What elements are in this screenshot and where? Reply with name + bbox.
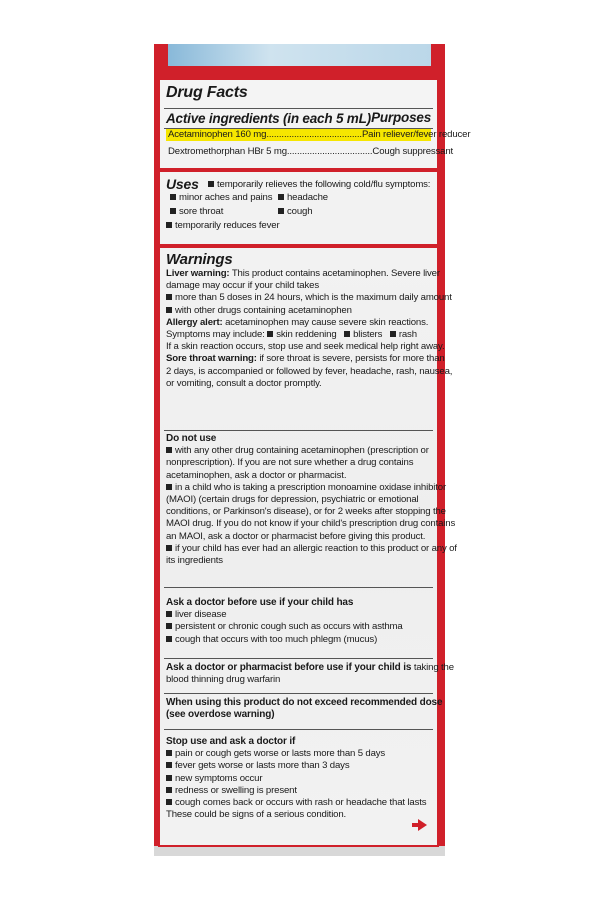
stop-use-item: pain or cough gets worse or lasts more than 5 days bbox=[175, 748, 386, 760]
stop-use-item: redness or swelling is present bbox=[175, 784, 297, 796]
when-using-text: (see overdose warning) bbox=[166, 709, 275, 721]
ingredient-purpose: Pain reliever/fever reducer bbox=[361, 129, 471, 140]
symptom-item: blisters bbox=[353, 329, 383, 341]
do-not-use-text: conditions, or Parkinson's disease), or for 2 weeks after stopping the bbox=[166, 506, 446, 518]
symptom-item: skin reddening bbox=[276, 329, 337, 341]
bullet-icon bbox=[166, 447, 172, 453]
liver-warning-text: This product contains acetaminophen. Severe liver bbox=[231, 268, 440, 279]
do-not-use-line bbox=[166, 481, 446, 494]
stop-use-section bbox=[160, 736, 437, 821]
uses-symptom: cough bbox=[287, 206, 313, 217]
symptoms-intro: Symptoms may include: bbox=[166, 329, 265, 341]
warnings-section bbox=[160, 251, 453, 390]
bullet-icon bbox=[166, 623, 172, 629]
skin-reaction-text: If a skin reaction occurs, stop use and seek medical help right away. bbox=[166, 341, 445, 353]
purposes-label: Purposes bbox=[371, 110, 431, 125]
ask-doctor-title: Ask a doctor before use if your child has bbox=[166, 597, 354, 608]
do-not-use-line bbox=[166, 506, 446, 518]
section-divider bbox=[160, 244, 437, 248]
bullet-icon bbox=[208, 181, 214, 187]
ingredient-purpose: Cough suppressant bbox=[372, 146, 454, 157]
do-not-use-text: (MAOI) (certain drugs for depression, psychiatric or emotional bbox=[166, 494, 419, 506]
drug-facts-section bbox=[160, 84, 437, 102]
ask-doctor-item: persistent or chronic cough such as occurs with asthma bbox=[175, 621, 403, 633]
drug-facts-panel bbox=[158, 78, 471, 847]
liver-warning-text: damage may occur if your child takes bbox=[166, 280, 319, 292]
sore-throat-text: 2 days, is accompanied or followed by fever, headache, rash, nausea, bbox=[166, 365, 453, 377]
do-not-use-line bbox=[166, 457, 431, 469]
bullet-icon bbox=[166, 775, 172, 781]
box-top-edge bbox=[154, 44, 445, 68]
symptom-item: rash bbox=[398, 329, 417, 341]
divider bbox=[164, 108, 433, 109]
bullet-icon bbox=[166, 787, 172, 793]
ask-doctor-section bbox=[160, 597, 437, 646]
bullet-icon bbox=[170, 208, 176, 214]
liver-item: with other drugs containing acetaminophen bbox=[175, 304, 352, 316]
stop-use-item: new symptoms occur bbox=[175, 772, 263, 784]
bullet-icon bbox=[390, 331, 396, 337]
box-top-red-tab-left bbox=[154, 44, 168, 68]
liver-item: more than 5 doses in 24 hours, which is the maximum daily amount bbox=[175, 292, 452, 304]
divider bbox=[164, 587, 433, 588]
stop-use-item: fever gets worse or lasts more than 3 days bbox=[175, 760, 350, 772]
bullet-icon bbox=[166, 222, 172, 228]
bullet-icon bbox=[166, 750, 172, 756]
ingredient-row bbox=[160, 129, 471, 141]
bullet-icon bbox=[166, 484, 172, 490]
liver-warning-label: Liver warning: bbox=[166, 268, 230, 279]
sore-throat-text: if sore throat is severe, persists for more than bbox=[259, 353, 445, 365]
do-not-use-text: acetaminophen, ask a doctor or pharmacist. bbox=[166, 469, 347, 481]
bullet-icon bbox=[166, 799, 172, 805]
do-not-use-text: its ingredients bbox=[166, 555, 223, 567]
section-divider bbox=[160, 168, 437, 172]
do-not-use-text: in a child who is taking a prescription monoamine oxidase inhibitor bbox=[175, 481, 446, 493]
active-ingredients-label: Active ingredients (in each 5 mL) bbox=[166, 111, 371, 126]
do-not-use-line bbox=[166, 470, 431, 482]
ask-doctor-item: cough that occurs with too much phlegm (mucus) bbox=[175, 633, 378, 645]
allergy-alert-label: Allergy alert: bbox=[166, 316, 223, 328]
uses-symptom: headache bbox=[287, 192, 328, 203]
allergy-alert-text: acetaminophen may cause severe skin reactions. bbox=[225, 316, 429, 328]
box-top-red-tab-right bbox=[431, 44, 445, 68]
ingredient-name: Acetaminophen 160 mg bbox=[168, 129, 267, 140]
do-not-use-title: Do not use bbox=[166, 433, 217, 444]
bullet-icon bbox=[166, 307, 172, 313]
continue-arrow-icon bbox=[418, 819, 427, 831]
ask-pharmacist-title: Ask a doctor or pharmacist before use if your child is bbox=[166, 662, 412, 673]
uses-last: temporarily reduces fever bbox=[175, 220, 280, 231]
uses-title: Uses bbox=[166, 176, 199, 192]
bullet-icon bbox=[278, 208, 284, 214]
ingredient-dots: ...................................... bbox=[266, 129, 362, 140]
stop-use-title: Stop use and ask a doctor if bbox=[166, 736, 296, 747]
ask-doctor-item: liver disease bbox=[175, 609, 227, 621]
do-not-use-line bbox=[166, 555, 431, 567]
stop-use-footer: These could be signs of a serious condition. bbox=[166, 809, 347, 821]
do-not-use-line bbox=[166, 445, 431, 457]
ingredient-row bbox=[160, 146, 454, 158]
ingredient-dots: .................................. bbox=[286, 146, 373, 157]
uses-symptom: minor aches and pains bbox=[179, 192, 273, 203]
bullet-icon bbox=[278, 194, 284, 200]
uses-section bbox=[160, 176, 437, 232]
do-not-use-text: nonprescription). If you are not sure whether a drug contains bbox=[166, 457, 414, 469]
ask-pharmacist-text: blood thinning drug warfarin bbox=[166, 674, 281, 686]
drug-facts-title: Drug Facts bbox=[166, 84, 248, 101]
do-not-use-text: if your child has ever had an allergic reaction to this product or any of bbox=[175, 542, 457, 554]
when-using-section bbox=[160, 697, 443, 721]
bullet-icon bbox=[166, 611, 172, 617]
when-using-text: When using this product do not exceed recommended dose bbox=[166, 697, 443, 708]
do-not-use-text: with any other drug containing acetaminophen (prescription or bbox=[175, 445, 429, 457]
do-not-use-line bbox=[166, 542, 457, 555]
sore-throat-text: or vomiting, consult a doctor promptly. bbox=[166, 377, 322, 389]
sore-throat-label: Sore throat warning: bbox=[166, 353, 257, 365]
stop-use-item: cough comes back or occurs with rash or headache that lasts bbox=[175, 797, 427, 809]
do-not-use-text: an MAOI, ask a doctor or pharmacist before giving this product. bbox=[166, 530, 426, 542]
bullet-icon bbox=[166, 294, 172, 300]
warnings-title: Warnings bbox=[166, 251, 233, 268]
divider bbox=[164, 430, 433, 431]
bullet-icon bbox=[166, 636, 172, 642]
ingredient-name: Dextromethorphan HBr 5 mg bbox=[168, 146, 287, 157]
bullet-icon bbox=[170, 194, 176, 200]
active-ingredients-header bbox=[160, 110, 437, 128]
ask-pharmacist-section bbox=[160, 662, 454, 686]
do-not-use-line bbox=[166, 518, 456, 530]
do-not-use-section bbox=[160, 433, 457, 567]
divider bbox=[164, 658, 433, 659]
box-bottom-edge bbox=[154, 846, 445, 856]
do-not-use-text: MAOI drug. If you do not know if your child's prescription drug contains bbox=[166, 518, 456, 530]
uses-symptom: sore throat bbox=[179, 206, 224, 217]
do-not-use-line bbox=[166, 531, 431, 543]
ask-pharmacist-text: taking the bbox=[413, 662, 454, 673]
bullet-icon bbox=[166, 762, 172, 768]
uses-intro: temporarily relieves the following cold/flu symptoms: bbox=[217, 179, 431, 190]
bullet-icon bbox=[166, 545, 172, 551]
divider bbox=[164, 729, 433, 730]
bullet-icon bbox=[344, 331, 350, 337]
bullet-icon bbox=[267, 331, 273, 337]
divider bbox=[164, 693, 433, 694]
do-not-use-line bbox=[166, 494, 431, 506]
